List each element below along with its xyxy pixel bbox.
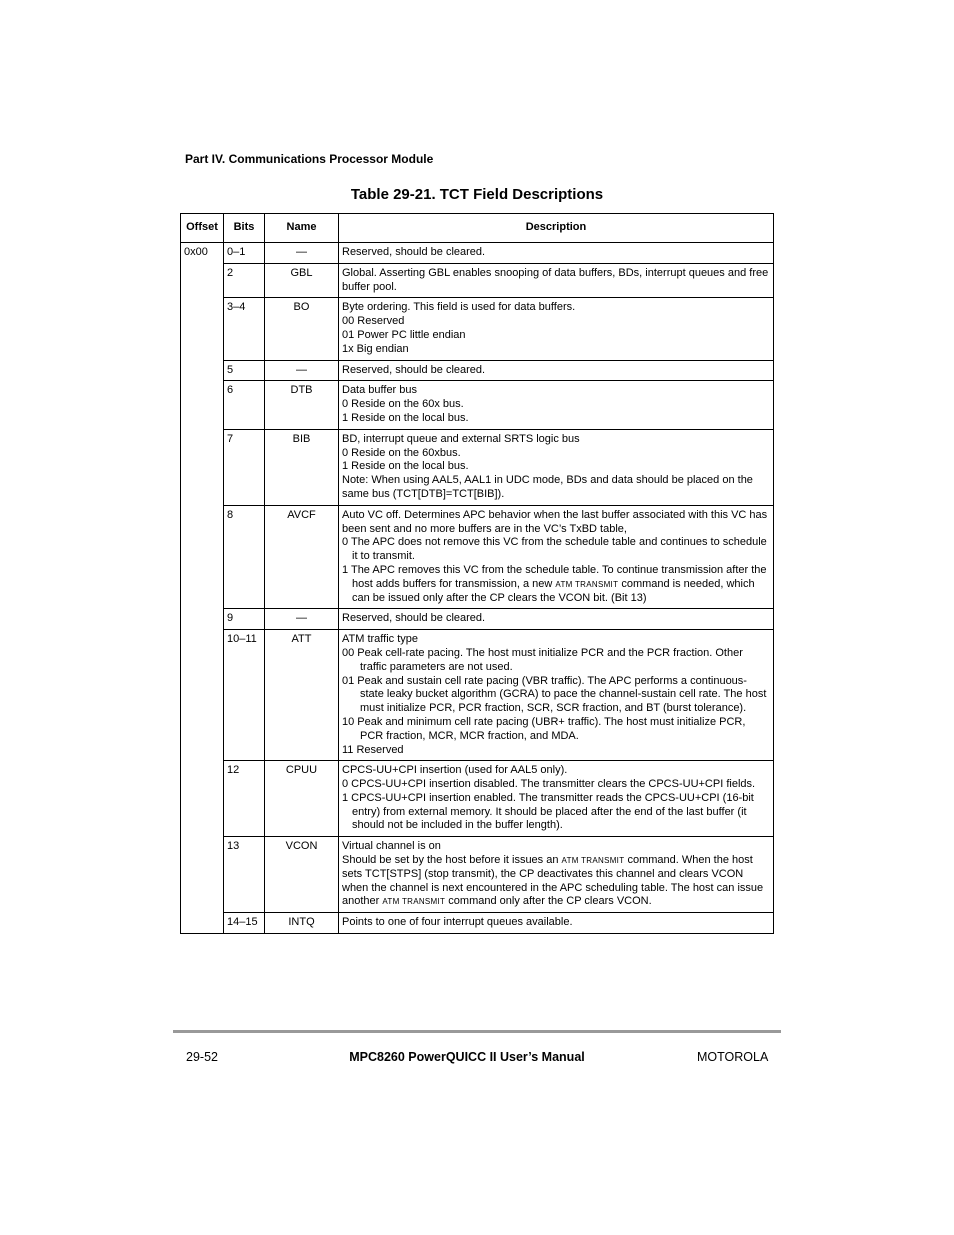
description-line: 1 CPCS-UU+CPI insertion enabled. The transmitter reads the CPCS-UU+CPI (16-bit entry) from external memory. It should be placed after the end of the last buffer (it should not be included in the buffer length). — [342, 791, 754, 832]
description-cell — [339, 429, 774, 505]
table-row — [181, 243, 774, 264]
name-cell: INTQ — [265, 913, 339, 934]
offset-cell: 0x00 — [181, 243, 224, 934]
table-row — [181, 360, 774, 381]
description-line: Auto VC off. Determines APC behavior when the last buffer associated with this VC has been sent and no more buffers are in the VC’s TxBD table, — [342, 508, 768, 535]
description-cell — [339, 298, 774, 360]
description-line: 10 Peak and minimum cell rate pacing (UBR+ traffic). The host must initialize PCR, PCR fraction, MCR, MCR fraction, and MDA. — [342, 715, 746, 742]
name-cell: DTB — [265, 381, 339, 429]
description-line: Data buffer bus — [342, 384, 418, 397]
name-cell: BIB — [265, 429, 339, 505]
table-row — [181, 837, 774, 913]
description-line: 00 Reserved — [342, 315, 405, 328]
description-line: 1x Big endian — [342, 342, 409, 355]
table-row — [181, 429, 774, 505]
company-name: MOTOROLA — [697, 1050, 769, 1064]
name-cell: BO — [265, 298, 339, 360]
description-cell — [339, 360, 774, 381]
description-line: CPCS-UU+CPI insertion (used for AAL5 only). — [342, 764, 568, 777]
description-line: Reserved, should be cleared. — [342, 612, 486, 625]
description-line: 1 Reside on the local bus. — [342, 460, 469, 473]
description-cell — [339, 761, 774, 837]
table-body — [181, 243, 774, 934]
description-line: Reserved, should be cleared. — [342, 363, 486, 376]
description-line: BD, interrupt queue and external SRTS logic bus — [342, 432, 580, 445]
table-row — [181, 381, 774, 429]
description-line: Points to one of four interrupt queues available. — [342, 916, 573, 929]
table-row — [181, 609, 774, 630]
description-line: 0 The APC does not remove this VC from the schedule table and continues to schedule it to transmit. — [342, 536, 767, 563]
description-line: 11 Reserved — [342, 743, 404, 756]
bits-cell: 14–15 — [224, 913, 265, 934]
manual-title: MPC8260 PowerQUICC II User’s Manual — [349, 1050, 585, 1064]
table-row — [181, 263, 774, 298]
description-line: 01 Power PC little endian — [342, 328, 466, 341]
footer-rule — [173, 1030, 781, 1033]
bits-cell: 6 — [224, 381, 265, 429]
bits-cell: 12 — [224, 761, 265, 837]
col-offset-header: Offset — [181, 214, 224, 243]
name-cell: — — [265, 243, 339, 264]
description-cell — [339, 263, 774, 298]
command-name: ATM TRANSMIT — [382, 897, 446, 907]
description-line: ATM traffic type — [342, 633, 419, 646]
description-cell — [339, 243, 774, 264]
bits-cell: 9 — [224, 609, 265, 630]
description-line: 00 Peak cell-rate pacing. The host must initialize PCR and the PCR fraction. Other traffic parameters are not used. — [342, 646, 743, 673]
description-line: 0 Reside on the 60x bus. — [342, 398, 464, 411]
description-cell — [339, 609, 774, 630]
description-cell — [339, 381, 774, 429]
description-line: Note: When using AAL5, AAL1 in UDC mode, BDs and data should be placed on the same bus (TCT[DTB]=TCT[BIB]). — [342, 474, 753, 500]
page-number: 29-52 — [186, 1050, 218, 1064]
name-cell: — — [265, 360, 339, 381]
table-row — [181, 913, 774, 934]
command-name: ATM TRANSMIT — [561, 856, 625, 866]
bits-cell: 3–4 — [224, 298, 265, 360]
table-title: Table 29-21. TCT Field Descriptions — [350, 186, 604, 203]
name-cell: AVCF — [265, 505, 339, 609]
description-line: Byte ordering. This field is used for data buffers. — [342, 301, 576, 314]
name-cell: VCON — [265, 837, 339, 913]
command-name: ATM TRANSMIT — [555, 579, 619, 589]
table-header-row — [181, 214, 774, 243]
bits-cell: 13 — [224, 837, 265, 913]
description-line: 1 The APC removes this VC from the schedule table. To continue transmission after the host adds buffers for transmission, a new ATM TRANSMIT command is needed, which can be issued only after the CP clears the VCON bit. (Bit 13) — [342, 563, 767, 604]
col-name-header: Name — [265, 214, 339, 243]
description-line: 01 Peak and sustain cell rate pacing (VBR traffic). The APC performs a continuous-state leaky bucket algorithm (GCRA) to pace the channel-sustain cell rate. The host must initialize PCR, PCR fraction, SCR, SCR fraction, and BT (burst tolerance). — [342, 674, 767, 715]
tct-field-table — [180, 213, 774, 934]
bits-cell: 10–11 — [224, 630, 265, 761]
description-cell — [339, 630, 774, 761]
description-cell — [339, 505, 774, 609]
bits-cell: 8 — [224, 505, 265, 609]
bits-cell: 2 — [224, 263, 265, 298]
description-cell — [339, 837, 774, 913]
name-cell: ATT — [265, 630, 339, 761]
name-cell: — — [265, 609, 339, 630]
description-line: 0 CPCS-UU+CPI insertion disabled. The transmitter clears the CPCS-UU+CPI fields. — [342, 778, 756, 791]
description-line: Virtual channel is on — [342, 840, 441, 853]
col-description-header: Description — [339, 214, 774, 243]
description-cell — [339, 913, 774, 934]
table-row — [181, 630, 774, 761]
part-header: Part IV. Communications Processor Module — [185, 152, 434, 166]
bits-cell: 7 — [224, 429, 265, 505]
description-line: Should be set by the host before it issues an ATM TRANSMIT command. When the host sets TCT[STPS] (stop transmit), the CP deactivates this channel and clears VCON when the channel is next encountered in the APC scheduling table. The host can issue another ATM TRANSMIT command only after the CP clears VCON. — [342, 854, 764, 908]
bits-cell: 5 — [224, 360, 265, 381]
description-line: Reserved, should be cleared. — [342, 246, 486, 258]
description-line: 0 Reside on the 60xbus. — [342, 446, 461, 459]
description-line: 1 Reside on the local bus. — [342, 411, 469, 424]
name-cell: GBL — [265, 263, 339, 298]
bits-cell: 0–1 — [224, 243, 265, 264]
table-row — [181, 505, 774, 609]
description-line: Global. Asserting GBL enables snooping of data buffers, BDs, interrupt queues and free buffer pool. — [342, 266, 769, 293]
table-row — [181, 761, 774, 837]
table-row — [181, 298, 774, 360]
col-bits-header: Bits — [224, 214, 265, 243]
name-cell: CPUU — [265, 761, 339, 837]
